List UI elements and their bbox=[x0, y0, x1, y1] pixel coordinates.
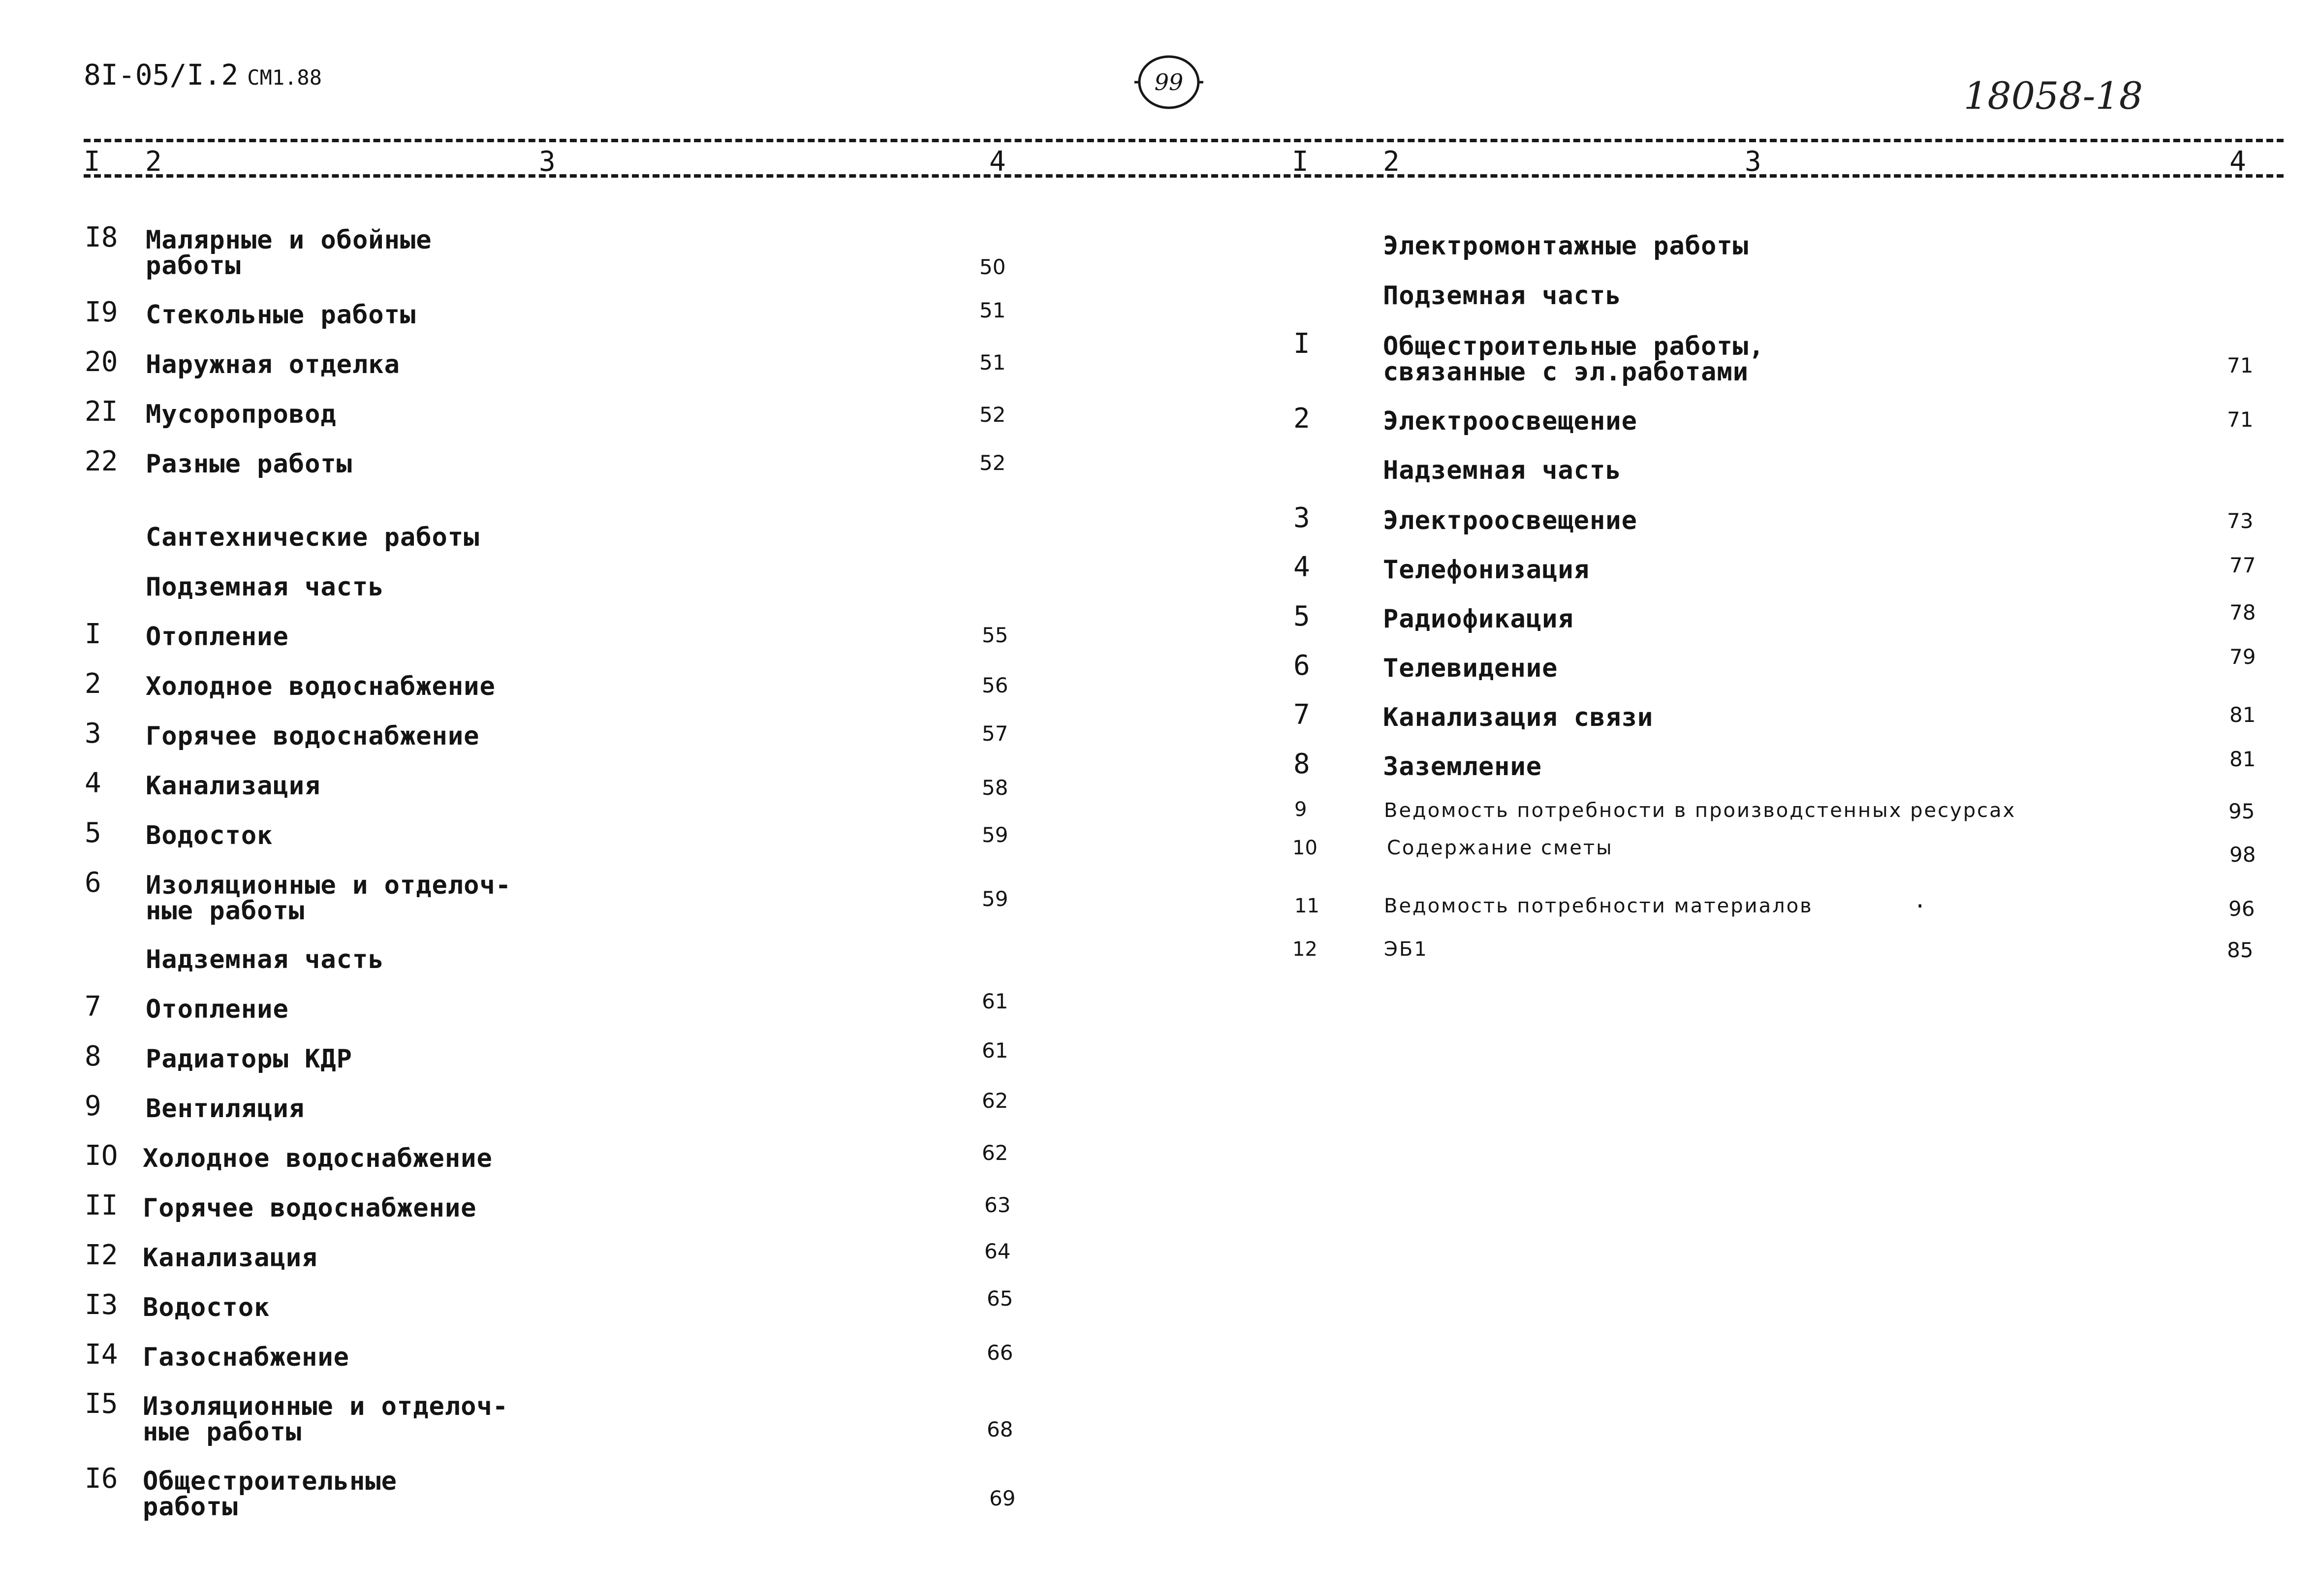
column-header-left-4: 4 bbox=[989, 146, 1006, 178]
right-item-number: 10 bbox=[1292, 837, 1317, 859]
right-item-page: 73 bbox=[2227, 509, 2254, 533]
left-item-text: Наружная отделка bbox=[146, 350, 400, 379]
right-item-number: 12 bbox=[1292, 938, 1317, 961]
column-header-right-3: 3 bbox=[1745, 146, 1761, 178]
left-item-text: Отопление bbox=[146, 995, 289, 1024]
column-header-right-2: 2 bbox=[1383, 146, 1400, 178]
left-item-number: 20 bbox=[85, 346, 118, 378]
left-item-text: Мусоропровод bbox=[146, 400, 337, 429]
left-item-number: 2I bbox=[85, 396, 118, 428]
right-item-page: 81 bbox=[2229, 747, 2256, 771]
left-item-text: Холодное водоснабжение bbox=[146, 672, 496, 701]
left-item-page: 51 bbox=[979, 350, 1006, 375]
subsection-heading: Подземная часть bbox=[146, 572, 384, 602]
archive-number: 18058-18 bbox=[1964, 74, 2143, 118]
left-item-number: IO bbox=[85, 1140, 118, 1172]
left-item-text: Общестроительные bbox=[143, 1467, 397, 1496]
right-item-text: Радиофикация bbox=[1383, 604, 1574, 634]
left-item-page: 68 bbox=[987, 1417, 1013, 1441]
left-item-number: 22 bbox=[85, 445, 118, 477]
left-item-page: 51 bbox=[979, 298, 1006, 322]
right-item-number: 4 bbox=[1293, 551, 1310, 583]
left-item-page: 59 bbox=[982, 887, 1008, 911]
right-item-number: 3 bbox=[1293, 502, 1310, 534]
right-item-text-cont: связанные с эл.работами bbox=[1383, 357, 1749, 387]
left-item-page: 63 bbox=[984, 1193, 1011, 1217]
subsection-heading: Надземная часть bbox=[146, 945, 384, 974]
left-item-page: 64 bbox=[984, 1239, 1011, 1263]
right-item-page: 98 bbox=[2229, 843, 2256, 867]
left-item-text-cont: работы bbox=[143, 1492, 238, 1522]
left-item-text: Изоляционные и отделоч- bbox=[143, 1392, 509, 1421]
left-item-number: I2 bbox=[85, 1239, 118, 1271]
left-item-text: Малярные и обойные bbox=[146, 225, 432, 255]
page-number: 99 bbox=[1154, 69, 1184, 95]
left-item-text: Канализация bbox=[146, 771, 321, 801]
left-item-number: 7 bbox=[85, 991, 101, 1023]
right-item-number: 5 bbox=[1293, 600, 1310, 632]
right-item-text: Телефонизация bbox=[1383, 555, 1590, 585]
section-heading: Электромонтажные работы bbox=[1383, 231, 1749, 261]
right-item-text: Ведомость потребности материалов bbox=[1384, 895, 1813, 917]
left-item-page: 65 bbox=[987, 1286, 1013, 1311]
left-item-page: 57 bbox=[982, 721, 1008, 746]
left-item-text: Газоснабжение bbox=[143, 1343, 349, 1372]
header-rule-top bbox=[84, 139, 2284, 142]
left-item-number: 9 bbox=[85, 1090, 101, 1122]
left-item-page: 62 bbox=[982, 1141, 1008, 1165]
left-item-page: 50 bbox=[979, 255, 1006, 279]
right-item-number: I bbox=[1293, 328, 1310, 360]
left-item-text: Водосток bbox=[146, 821, 273, 850]
right-item-page: 78 bbox=[2229, 600, 2256, 625]
left-item-page: 69 bbox=[989, 1486, 1016, 1510]
left-item-page: 56 bbox=[982, 673, 1008, 697]
right-item-text: Содержание сметы bbox=[1387, 837, 1613, 859]
right-item-text: Электроосвещение bbox=[1383, 407, 1637, 436]
right-item-number: 2 bbox=[1293, 403, 1310, 435]
left-item-text-cont: работы bbox=[146, 251, 241, 281]
left-item-text-cont: ные работы bbox=[146, 896, 305, 926]
section-heading: Сантехнические работы bbox=[146, 523, 480, 552]
left-item-number: I6 bbox=[85, 1463, 118, 1495]
stray-mark: · bbox=[1913, 894, 1927, 919]
left-item-number: 2 bbox=[85, 668, 101, 700]
right-item-text: Ведомость потребности в производстенных ресурсах bbox=[1384, 799, 2016, 822]
left-item-page: 59 bbox=[982, 823, 1008, 847]
right-item-page: 85 bbox=[2227, 938, 2254, 962]
left-item-number: 6 bbox=[85, 867, 101, 899]
right-item-text: Общестроительные работы, bbox=[1383, 332, 1765, 361]
right-item-number: 11 bbox=[1294, 895, 1319, 917]
left-item-text: Изоляционные и отделоч- bbox=[146, 871, 512, 900]
column-header-left-3: 3 bbox=[539, 146, 556, 178]
document-code bbox=[84, 58, 322, 92]
left-item-text: Горячее водоснабжение bbox=[146, 721, 480, 751]
left-item-text: Вентиляция bbox=[146, 1094, 305, 1124]
right-item-page: 95 bbox=[2228, 799, 2255, 823]
page-number-circle bbox=[1134, 53, 1203, 111]
column-header-left-1: I bbox=[84, 146, 100, 178]
right-item-number: 9 bbox=[1294, 798, 1307, 821]
left-item-page: 52 bbox=[979, 403, 1006, 427]
header-rule-bottom bbox=[84, 174, 2284, 178]
right-item-page: 77 bbox=[2229, 553, 2256, 577]
left-item-number: I8 bbox=[85, 221, 118, 253]
column-header-right-1: I bbox=[1292, 146, 1309, 178]
left-item-page: 52 bbox=[979, 451, 1006, 475]
right-item-page: 71 bbox=[2227, 407, 2254, 432]
left-item-page: 61 bbox=[982, 989, 1008, 1013]
left-item-number: I bbox=[85, 618, 101, 650]
document-code-suffix: СМ1.88 bbox=[247, 65, 322, 90]
right-item-text: Электроосвещение bbox=[1383, 506, 1637, 535]
right-item-page: 79 bbox=[2229, 645, 2256, 669]
left-item-text: Стекольные работы bbox=[146, 300, 416, 330]
left-item-page: 61 bbox=[982, 1038, 1008, 1063]
right-item-page: 81 bbox=[2229, 703, 2256, 727]
left-item-page: 58 bbox=[982, 776, 1008, 800]
left-item-number: 4 bbox=[85, 767, 101, 799]
left-item-text-cont: ные работы bbox=[143, 1417, 302, 1447]
left-item-number: 3 bbox=[85, 718, 101, 750]
right-item-number: 7 bbox=[1293, 699, 1310, 731]
subsection-heading: Подземная часть bbox=[1383, 281, 1622, 311]
right-item-text: Телевидение bbox=[1383, 654, 1558, 683]
column-header-right-4: 4 bbox=[2229, 146, 2246, 178]
left-item-text: Холодное водоснабжение bbox=[143, 1144, 493, 1173]
column-header-left-2: 2 bbox=[145, 146, 162, 178]
left-item-number: 8 bbox=[85, 1040, 101, 1072]
left-item-page: 66 bbox=[987, 1341, 1013, 1365]
right-item-page: 71 bbox=[2227, 353, 2254, 377]
left-item-text: Горячее водоснабжение bbox=[143, 1193, 477, 1223]
right-item-number: 8 bbox=[1293, 748, 1310, 780]
left-item-text: Канализация bbox=[143, 1243, 318, 1273]
left-item-text: Отопление bbox=[146, 622, 289, 652]
left-item-number: 5 bbox=[85, 817, 101, 849]
left-item-number: I5 bbox=[85, 1388, 118, 1420]
right-item-number: 6 bbox=[1293, 650, 1310, 682]
right-item-page: 96 bbox=[2228, 897, 2255, 921]
right-item-text: Канализация связи bbox=[1383, 703, 1654, 732]
left-item-text: Разные работы bbox=[146, 449, 352, 479]
left-item-number: I3 bbox=[85, 1289, 118, 1321]
document-code-main: 8I-05/I.2 bbox=[84, 58, 239, 92]
left-item-number: II bbox=[85, 1189, 118, 1221]
left-item-page: 55 bbox=[982, 623, 1008, 647]
subsection-heading: Надземная часть bbox=[1383, 456, 1622, 485]
right-item-text: Заземление bbox=[1383, 752, 1542, 782]
left-item-page: 62 bbox=[982, 1089, 1008, 1113]
left-item-number: I4 bbox=[85, 1339, 118, 1371]
left-item-text: Радиаторы КДР bbox=[146, 1044, 352, 1074]
left-item-number: I9 bbox=[85, 296, 118, 328]
left-item-text: Водосток bbox=[143, 1293, 270, 1322]
right-item-text: ЭБ1 bbox=[1384, 938, 1428, 961]
